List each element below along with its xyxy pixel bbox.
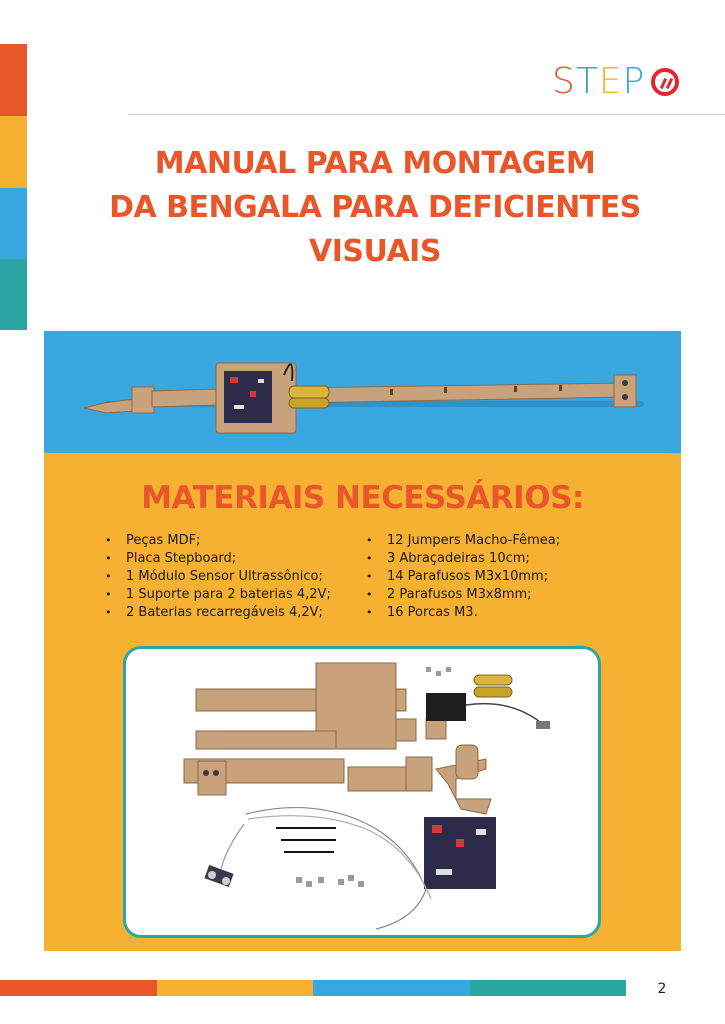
footer-bar-orange <box>0 980 157 996</box>
parts-illustration <box>126 649 598 935</box>
list-item: • 3 Abraçadeiras 10cm; <box>366 550 560 568</box>
list-item: • 2 Baterias recarregáveis 4,2V; <box>105 604 331 622</box>
logo-letter-p: P <box>622 61 646 102</box>
list-item: • 1 Módulo Sensor Ultrassônico; <box>105 568 331 586</box>
parts-photo <box>123 646 601 938</box>
side-strip-blue <box>0 188 27 259</box>
list-item: • Placa Stepboard; <box>105 550 331 568</box>
list-item: • 16 Porcas M3. <box>366 604 560 622</box>
page-number: 2 <box>657 981 667 997</box>
materials-list-left <box>105 532 331 622</box>
list-item: • 12 Jumpers Macho-Fêmea; <box>366 532 560 550</box>
title-line-2: DA BENGALA PARA DEFICIENTES <box>109 190 641 225</box>
list-item: • 14 Parafusos M3x10mm; <box>366 568 560 586</box>
title-line-3: VISUAIS <box>309 234 441 269</box>
step-logo <box>552 62 679 102</box>
title-line-1: MANUAL PARA MONTAGEM <box>154 146 596 181</box>
assembled-cane-illustration <box>44 331 681 453</box>
power-badge-icon <box>651 68 679 96</box>
logo-letter-e: E <box>598 61 623 102</box>
logo-letter-s: S <box>552 61 576 102</box>
footer-bar-yellow <box>157 980 313 996</box>
list-item: • Peças MDF; <box>105 532 331 550</box>
footer-bar-blue <box>313 980 470 996</box>
materials-list-right <box>366 532 560 622</box>
side-strip-teal <box>0 259 27 330</box>
side-strip-yellow <box>0 116 27 188</box>
header-rule <box>128 114 725 115</box>
materials-heading: MATERIAIS NECESSÁRIOS: <box>141 480 584 516</box>
list-item: • 1 Suporte para 2 baterias 4,2V; <box>105 586 331 604</box>
logo-letter-t: T <box>575 61 599 102</box>
list-item: • 2 Parafusos M3x8mm; <box>366 586 560 604</box>
hero-cane-photo <box>44 331 681 453</box>
side-strip-orange <box>0 44 27 116</box>
footer-bar-teal <box>470 980 626 996</box>
page-title <box>60 142 690 274</box>
